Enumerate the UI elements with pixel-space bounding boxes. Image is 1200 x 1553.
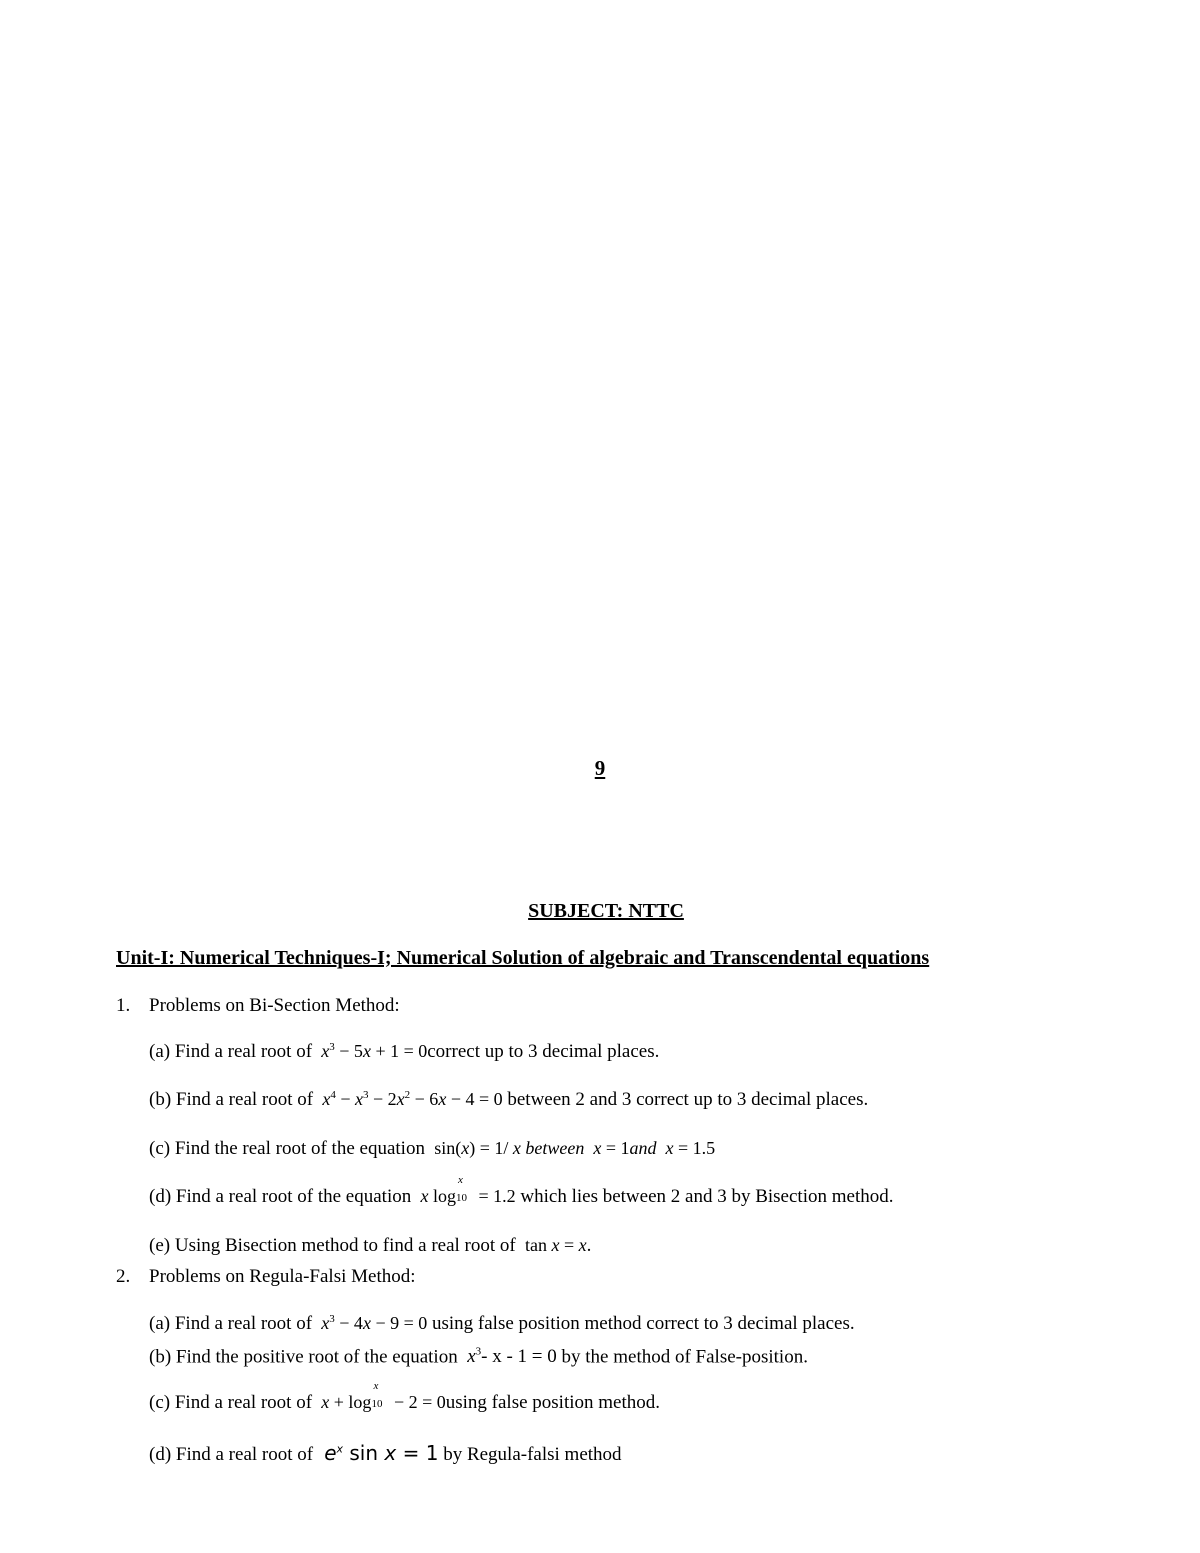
equation: $x^3-$ x - 1 = 0 <box>467 1346 557 1368</box>
subject-heading: SUBJECT: NTTC <box>528 900 684 922</box>
item-text: using false position method correct to 3 decimal places. <box>432 1313 855 1334</box>
page-number: 9 <box>594 756 606 780</box>
equation: x log x 10 = 1.2 <box>420 1174 516 1206</box>
item-label: (a) <box>149 1041 171 1062</box>
item-text: between 2 and 3 correct up to 3 decimal places. <box>507 1089 869 1110</box>
item-label: (b) <box>149 1089 172 1110</box>
item-text: using false position method. <box>445 1392 661 1413</box>
item-text: Using Bisection method to find a real root of <box>174 1235 516 1256</box>
equation-word-and: and <box>629 1138 657 1158</box>
item-label: (e) <box>149 1235 171 1256</box>
item-text: Find a real root of the equation <box>175 1186 412 1207</box>
equation: sin(x) = 1/ x between x = 1and x = 1.5 <box>429 1138 716 1158</box>
equation-word-between: between <box>525 1138 585 1158</box>
equation: $e^x$ sin x = 1 <box>324 1441 439 1465</box>
problem-2d <box>149 1441 622 1466</box>
item-text: Find the positive root of the equation <box>175 1346 458 1368</box>
problem-2b <box>149 1346 808 1368</box>
item-label: (a) <box>149 1313 171 1334</box>
item-text: . <box>586 1235 592 1256</box>
item-text: Find a real root of <box>174 1313 313 1334</box>
section-title: Problems on Bi-Section Method: <box>149 995 400 1016</box>
item-text: which lies between 2 and 3 by Bisection method. <box>520 1186 894 1207</box>
problem-1c <box>149 1138 715 1160</box>
section-bisection <box>116 995 400 1017</box>
item-text: Find the real root of the equation <box>174 1138 425 1159</box>
item-text: Find a real root of <box>174 1392 313 1413</box>
problem-1e <box>149 1235 591 1257</box>
item-text: Find a real root of <box>175 1089 314 1110</box>
section-regula-falsi <box>116 1266 416 1288</box>
item-label: (b) <box>149 1346 172 1368</box>
equation: $x^3 - 4x - 9 = 0$ <box>321 1313 428 1333</box>
section-number: 2. <box>116 1266 131 1287</box>
item-label: (d) <box>149 1444 172 1465</box>
item-text: correct up to 3 decimal places. <box>427 1041 660 1062</box>
item-text: by Regula-falsi method <box>443 1444 622 1465</box>
problem-2c <box>149 1380 661 1414</box>
equation: x + log x 10 − 2 = 0 <box>321 1380 446 1412</box>
unit-title: Unit-I: Numerical Techniques-I; Numerical Solution of algebraic and Transcendental equations <box>116 947 930 969</box>
item-text: by the method of False-position. <box>561 1346 808 1368</box>
item-text: Find a real root of <box>174 1041 313 1062</box>
problem-1a <box>149 1041 659 1063</box>
problem-1b <box>149 1089 868 1111</box>
section-title: Problems on Regula-Falsi Method: <box>149 1266 416 1287</box>
item-text: Find a real root of <box>175 1444 314 1465</box>
equation: tan x = x <box>520 1235 587 1255</box>
problem-1d <box>149 1174 894 1208</box>
item-label: (c) <box>149 1392 171 1413</box>
equation: $x^3 - 5x + 1 = 0$ <box>321 1041 428 1061</box>
equation: $x^4 - x^3 - 2x^2 - 6x - 4 = 0$ <box>322 1089 503 1109</box>
item-label: (d) <box>149 1186 172 1207</box>
item-label: (c) <box>149 1138 171 1159</box>
problem-2a <box>149 1313 855 1335</box>
section-number: 1. <box>116 995 131 1016</box>
